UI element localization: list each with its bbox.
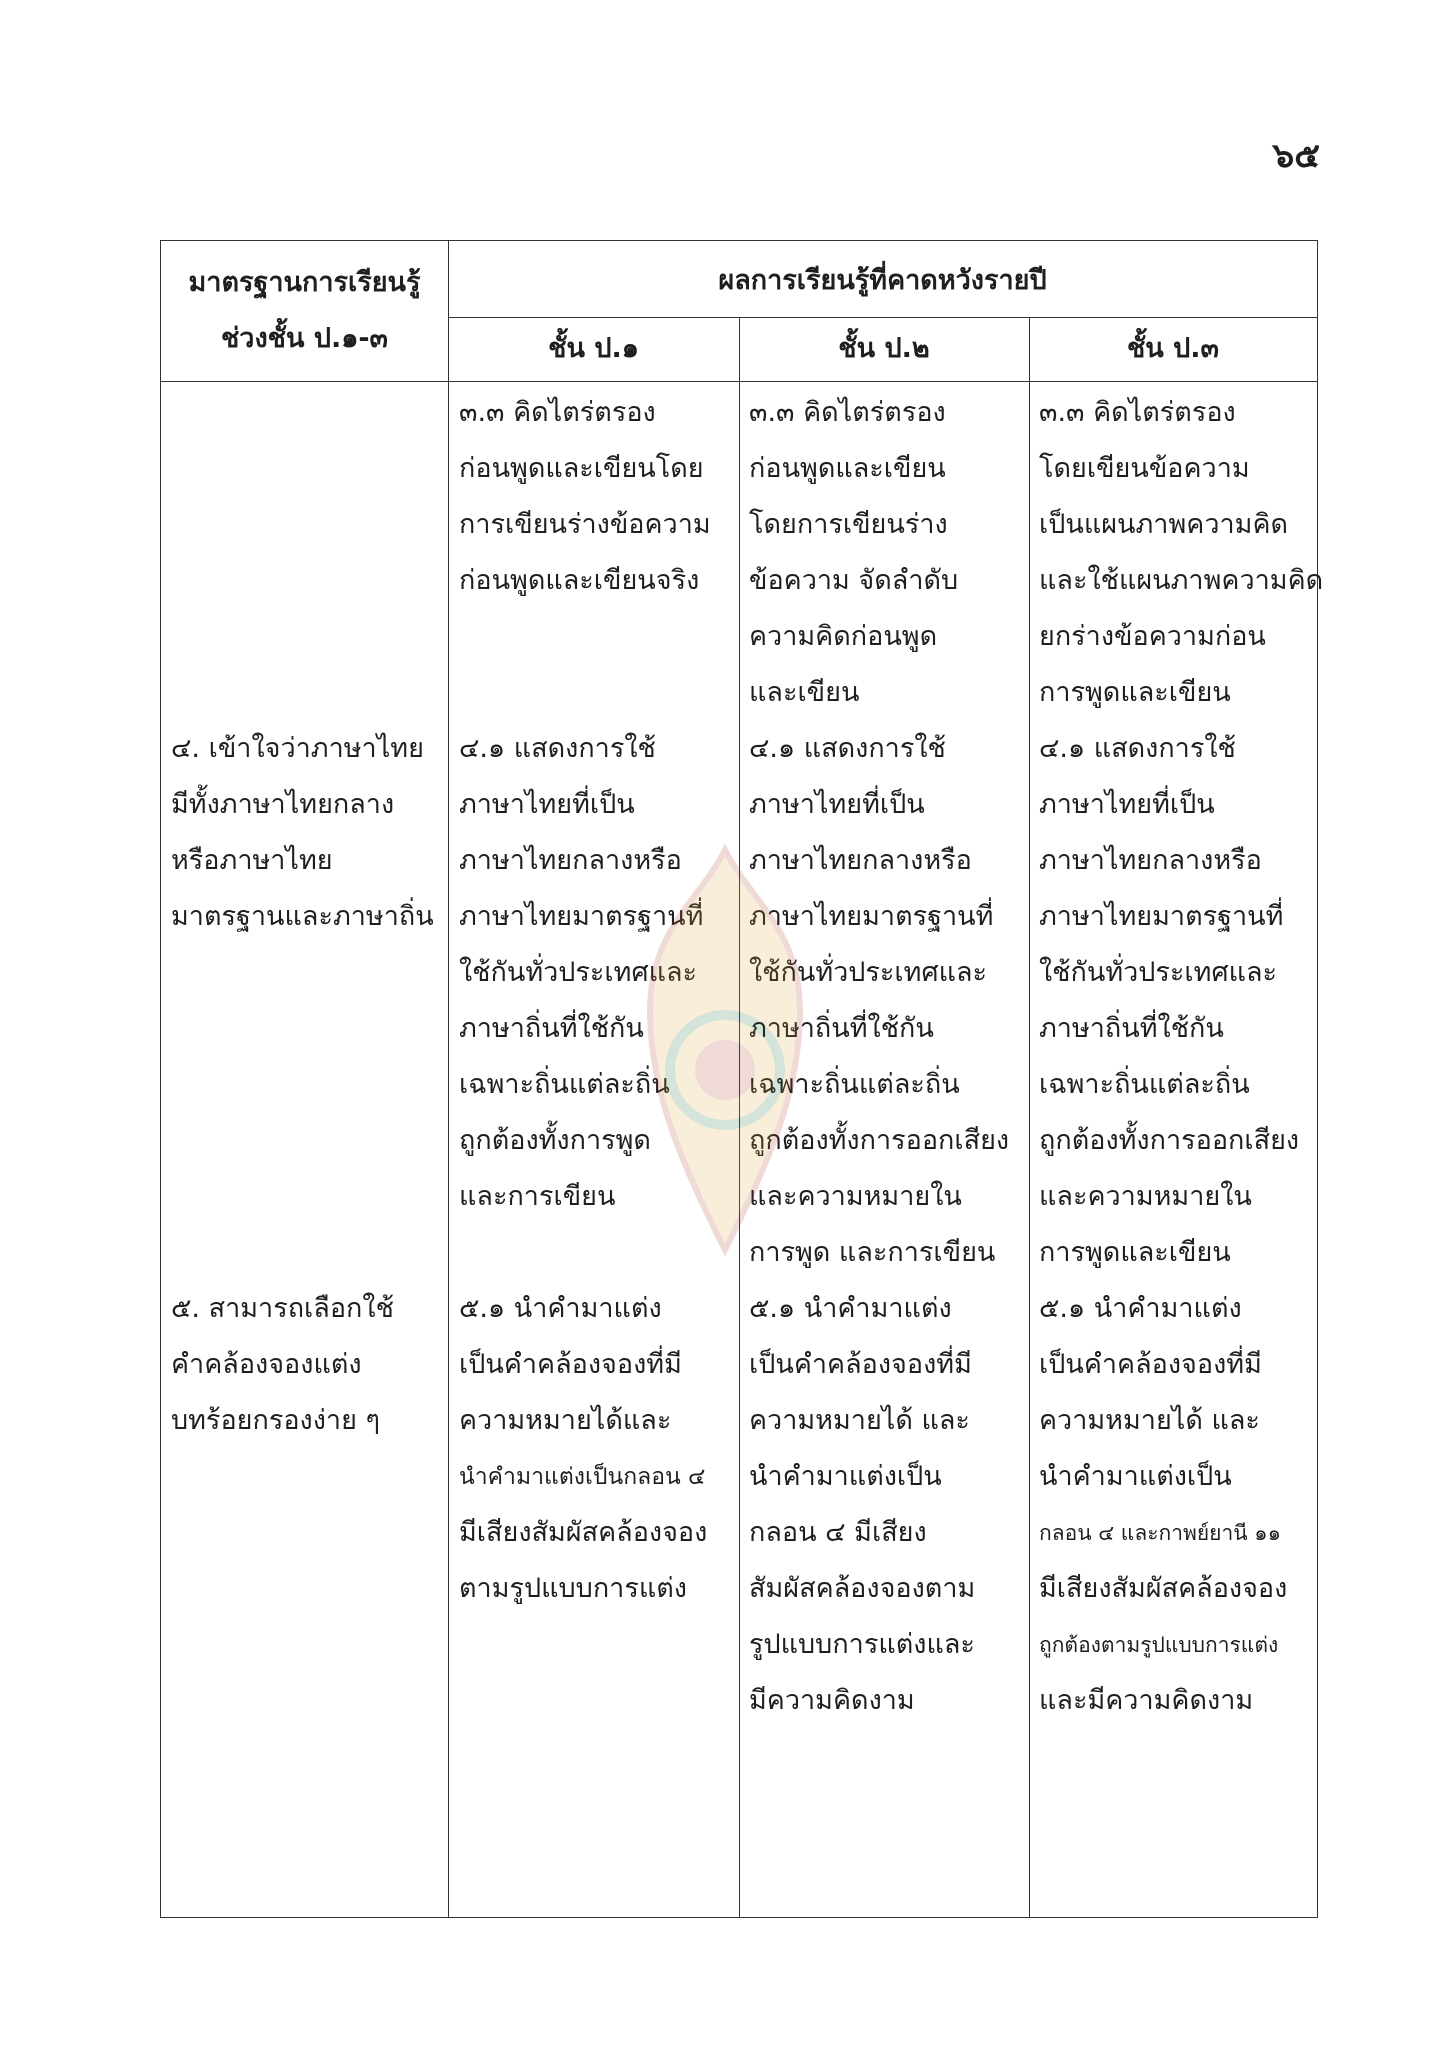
curriculum-table bbox=[160, 240, 1324, 1918]
header-bottom-border bbox=[161, 381, 1317, 382]
grade1-outcome-line: การเขียนร่างข้อความ bbox=[459, 509, 711, 540]
grade1-outcome-line: ๓.๓ คิดไตร่ตรอง bbox=[459, 397, 656, 428]
grade1-outcome-line: มีเสียงสัมผัสคล้องจอง bbox=[459, 1517, 708, 1548]
grade3-outcome-line: ใช้กันทั่วประเทศและ bbox=[1039, 957, 1278, 988]
grade2-outcome-line: ความหมายได้ และ bbox=[749, 1405, 970, 1436]
grade2-outcome-line: และเขียน bbox=[749, 677, 860, 708]
grade2-outcome-line: การพูด และการเขียน bbox=[749, 1237, 996, 1268]
grade1-outcome-line: ใช้กันทั่วประเทศและ bbox=[459, 957, 698, 988]
header-grade2: ชั้น ป.๒ bbox=[838, 333, 930, 364]
header-grade1: ชั้น ป.๑ bbox=[548, 333, 639, 364]
grade2-outcome-line: ภาษาไทยที่เป็น bbox=[749, 789, 925, 820]
grade3-outcome-line: เป็นคำคล้องจองที่มี bbox=[1039, 1349, 1262, 1380]
standard-line: บทร้อยกรองง่าย ๆ bbox=[171, 1405, 380, 1436]
grade2-outcome-line: เป็นคำคล้องจองที่มี bbox=[749, 1349, 972, 1380]
grade3-outcome-line: โดยเขียนข้อความ bbox=[1039, 453, 1250, 484]
grade3-outcome-line: ความหมายได้ และ bbox=[1039, 1405, 1260, 1436]
grade2-outcome-line: กลอน ๔ มีเสียง bbox=[749, 1517, 927, 1548]
grade2-outcome-line: ๓.๓ คิดไตร่ตรอง bbox=[749, 397, 946, 428]
grade3-outcome-line: ๔.๑ แสดงการใช้ bbox=[1039, 733, 1236, 764]
column-divider bbox=[1029, 317, 1030, 1917]
grade3-outcome-line: เฉพาะถิ่นแต่ละถิ่น bbox=[1039, 1069, 1250, 1100]
column-divider bbox=[739, 317, 740, 1917]
grade2-outcome-line: ภาษาไทยกลางหรือ bbox=[749, 845, 972, 876]
header-grade3: ชั้น ป.๓ bbox=[1126, 333, 1220, 364]
grade2-outcome-line: มีความคิดงาม bbox=[749, 1685, 915, 1716]
grade3-outcome-line: มีเสียงสัมผัสคล้องจอง bbox=[1039, 1573, 1288, 1604]
standard-line: มาตรฐานและภาษาถิ่น bbox=[171, 901, 434, 932]
grade3-outcome-line: และมีความคิดงาม bbox=[1039, 1685, 1254, 1716]
column-divider bbox=[448, 241, 449, 1917]
grade2-outcome-line: ก่อนพูดและเขียน bbox=[749, 453, 946, 484]
grade1-outcome-line: ๔.๑ แสดงการใช้ bbox=[459, 733, 656, 764]
grade1-outcome-line: ก่อนพูดและเขียนจริง bbox=[459, 565, 700, 596]
grade1-outcome-line: เป็นคำคล้องจองที่มี bbox=[459, 1349, 682, 1380]
grade1-outcome-line: ภาษาถิ่นที่ใช้กัน bbox=[459, 1013, 644, 1044]
grade3-outcome-line: และใช้แผนภาพความคิด bbox=[1039, 565, 1324, 596]
header-standard bbox=[161, 255, 448, 367]
standard-line: มีทั้งภาษาไทยกลาง bbox=[171, 789, 395, 820]
grade3-outcome-line: ภาษาไทยมาตรฐานที่ bbox=[1039, 901, 1284, 932]
grade2-outcome-line: โดยการเขียนร่าง bbox=[749, 509, 948, 540]
standard-line: ๔. เข้าใจว่าภาษาไทย bbox=[171, 733, 424, 764]
grade1-outcome-line: ตามรูปแบบการแต่ง bbox=[459, 1573, 687, 1604]
grade2-outcome-line: ถูกต้องทั้งการออกเสียง bbox=[749, 1125, 1010, 1156]
grade1-outcome-line: ก่อนพูดและเขียนโดย bbox=[459, 453, 704, 484]
grade2-outcome-line: เฉพาะถิ่นแต่ละถิ่น bbox=[749, 1069, 960, 1100]
grade2-outcome-line: สัมผัสคล้องจองตาม bbox=[749, 1573, 976, 1604]
grade3-outcome-line: การพูดและเขียน bbox=[1039, 677, 1231, 708]
header-standard-line2: ช่วงชั้น ป.๑-๓ bbox=[220, 323, 389, 354]
grade2-outcome-line: ความคิดก่อนพูด bbox=[749, 621, 938, 652]
grade3-outcome-line: ๕.๑ นำคำมาแต่ง bbox=[1039, 1293, 1242, 1324]
grade2-outcome-line: และความหมายใน bbox=[749, 1181, 962, 1212]
grade1-outcome-line: ถูกต้องทั้งการพูด bbox=[459, 1125, 651, 1156]
standard-line: คำคล้องจองแต่ง bbox=[171, 1349, 362, 1380]
grade3-outcome-line: ภาษาไทยกลางหรือ bbox=[1039, 845, 1262, 876]
grade2-outcome-line: ใช้กันทั่วประเทศและ bbox=[749, 957, 988, 988]
grade2-outcome-line: ภาษาไทยมาตรฐานที่ bbox=[749, 901, 994, 932]
grade1-outcome-line: นำคำมาแต่งเป็นกลอน ๔ bbox=[459, 1464, 706, 1490]
header-expected-outcomes: ผลการเรียนรู้ที่คาดหวังรายปี bbox=[718, 265, 1047, 296]
grade1-outcome-line: ภาษาไทยมาตรฐานที่ bbox=[459, 901, 704, 932]
grade3-outcome-line: นำคำมาแต่งเป็น bbox=[1039, 1461, 1232, 1492]
grade2-outcome-line: รูปแบบการแต่งและ bbox=[749, 1629, 975, 1660]
grade1-outcome-line: ความหมายได้และ bbox=[459, 1405, 672, 1436]
grade3-outcome-line: ภาษาถิ่นที่ใช้กัน bbox=[1039, 1013, 1224, 1044]
grade3-outcome-line: และความหมายใน bbox=[1039, 1181, 1252, 1212]
grade2-outcome-line: ข้อความ จัดลำดับ bbox=[749, 565, 959, 596]
grade2-outcome-line: นำคำมาแต่งเป็น bbox=[749, 1461, 942, 1492]
header-divider bbox=[448, 317, 1317, 318]
grade3-outcome-line: ถูกต้องทั้งการออกเสียง bbox=[1039, 1125, 1300, 1156]
grade2-outcome-line: ๔.๑ แสดงการใช้ bbox=[749, 733, 946, 764]
grade3-outcome-line: ภาษาไทยที่เป็น bbox=[1039, 789, 1215, 820]
standard-line: ๕. สามารถเลือกใช้ bbox=[171, 1293, 394, 1324]
grade2-outcome-line: ภาษาถิ่นที่ใช้กัน bbox=[749, 1013, 934, 1044]
grade3-outcome-line: ยกร่างข้อความก่อน bbox=[1039, 621, 1266, 652]
grade1-outcome-line: และการเขียน bbox=[459, 1181, 616, 1212]
grade3-outcome-line: เป็นแผนภาพความคิด bbox=[1039, 509, 1289, 540]
grade1-outcome-line: ภาษาไทยที่เป็น bbox=[459, 789, 635, 820]
grade3-outcome-line: ถูกต้องตามรูปแบบการแต่ง bbox=[1039, 1633, 1279, 1657]
grade1-outcome-line: ๕.๑ นำคำมาแต่ง bbox=[459, 1293, 662, 1324]
standard-line: หรือภาษาไทย bbox=[171, 845, 333, 876]
page-number: ๖๕ bbox=[1272, 136, 1320, 176]
grade3-outcome-line: กลอน ๔ และกาพย์ยานี ๑๑ bbox=[1039, 1521, 1281, 1545]
grade3-outcome-line: ๓.๓ คิดไตร่ตรอง bbox=[1039, 397, 1236, 428]
grade2-outcome-line: ๕.๑ นำคำมาแต่ง bbox=[749, 1293, 952, 1324]
grade3-outcome-line: การพูดและเขียน bbox=[1039, 1237, 1231, 1268]
grade1-outcome-line: เฉพาะถิ่นแต่ละถิ่น bbox=[459, 1069, 670, 1100]
grade1-outcome-line: ภาษาไทยกลางหรือ bbox=[459, 845, 682, 876]
header-standard-line1: มาตรฐานการเรียนรู้ bbox=[188, 267, 421, 298]
